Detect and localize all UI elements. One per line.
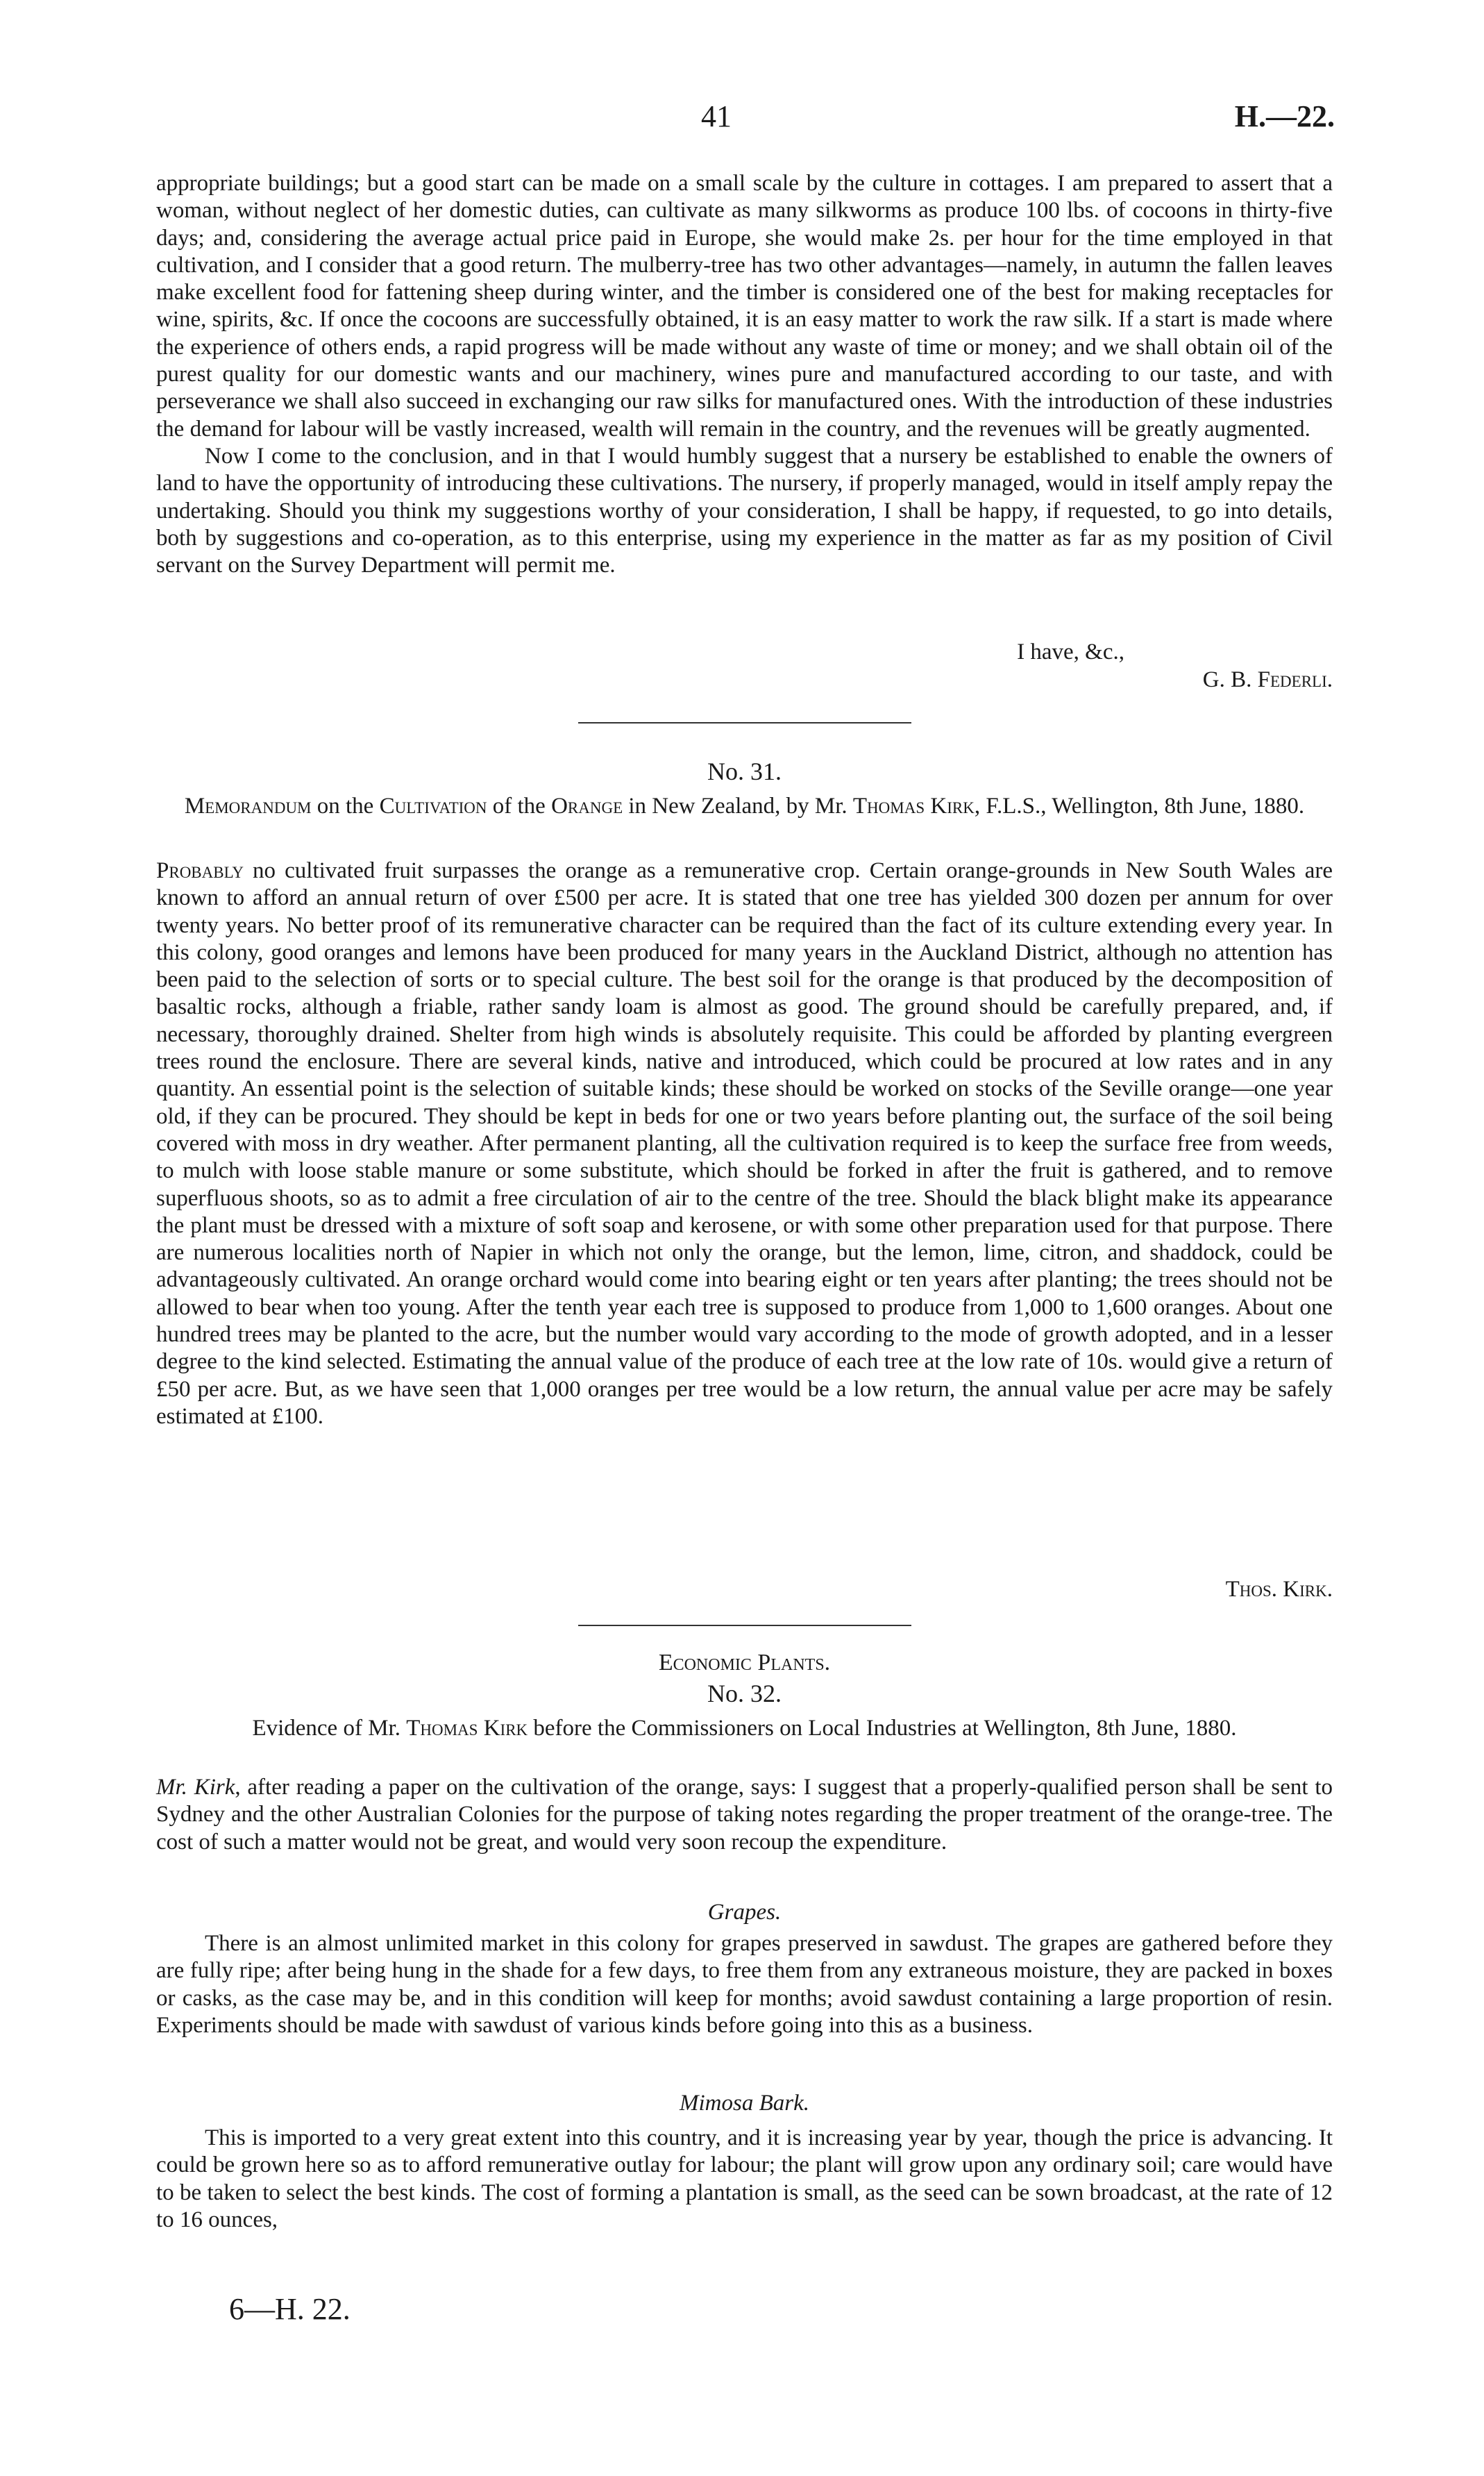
memo-title-word: Memorandum (184, 794, 312, 819)
evidence-title-text: Evidence of Mr. (252, 1716, 407, 1741)
grapes-text: There is an almost unlimited market in this colony for grapes preserved in sawdust. The grapes are gathered before they are fully ripe; after being hung in the shade for a few days, to free them from any extraneous moisture, they are packed in boxes or casks, as the case may be, and in this condition will keep for months; avoid sawdust containing a large proportion of resin. Experiments should be made with sawdust of various kinds before going into this as a business. (156, 1931, 1333, 2038)
memo-title-word: Orange (551, 794, 623, 819)
letter-continuation (156, 170, 1333, 579)
letter-paragraph-1: appropriate buildings; but a good start can be made on a small scale by the culture in cottages. I am prepared to assert that a woman, without neglect of her domestic duties, can cultivate as many silkworms as produce 100 lbs. of cocoons in thirty-five days; and, considering the average actual price paid in Europe, she would make 2s. per hour for the time employed in that cultivation, and I consider that a good return. The mulberry-tree has two other advantages—namely, in autumn the fallen leaves make excellent food for fattening sheep during winter, and the timber is considered one of the best for making receptacles for wine, spirits, &c. If once the cocoons are successfully obtained, it is an easy matter to work the raw silk. If a start is made where the experience of others ends, a rapid progress will be made without any waste of time or money; and we shall obtain oil of the purest quality for our domestic wants and our machinery, wines pure and manufactured according to our taste, and with perseverance we shall also succeed in exchanging our raw silks for manufactured ones. With the introduction of these industries the demand for labour will be vastly increased, wealth will remain in the country, and the revenues will be greatly augmented. (156, 171, 1333, 442)
memo-author-name: Thomas Kirk (852, 794, 975, 819)
memo-lead-word: Probably (156, 858, 244, 883)
mimosa-heading: Mimosa Bark. (680, 2091, 809, 2116)
evidence-number: No. 32. (707, 1680, 782, 1707)
signature-mark: 6—H. 22. (229, 2292, 351, 2326)
memo-title-text: in New Zealand, by Mr. (623, 794, 853, 819)
section-divider-2 (156, 1625, 1333, 1626)
page-number: 41 (701, 99, 732, 133)
memo-body (156, 858, 1333, 1430)
document-reference: H.—22. (1234, 99, 1335, 133)
speaker-name: Mr. Kirk (156, 1775, 235, 1800)
evidence-author-name: Thomas Kirk (406, 1716, 528, 1741)
memo-title-word: Cultivation (379, 794, 487, 819)
memo-number: No. 31. (707, 758, 782, 785)
memo-title-text: of the (487, 794, 552, 819)
grapes-paragraph (156, 1930, 1333, 2039)
section-divider-1 (156, 722, 1333, 723)
evidence-intro (156, 1774, 1333, 1856)
memo-title-text: on the (311, 794, 380, 819)
memo-title-text: , F.L.S., Wellington, 8th June, 1880. (974, 794, 1305, 819)
evidence-intro-text: , after reading a paper on the cultivation of the orange, says: I suggest that a properly-qualified person shall be sent to Sydney and the other Australian Colonies for the purpose of taking notes regarding the proper treatment of the orange-tree. The cost of such a matter would not be great, and would very soon recoup the expenditure. (156, 1775, 1333, 1855)
mimosa-paragraph (156, 2125, 1333, 2234)
grapes-heading: Grapes. (707, 1900, 782, 1925)
memo-signature: Thos. Kirk. (1225, 1577, 1333, 1602)
letter-signature: G. B. Federli. (1202, 667, 1333, 692)
evidence-title-text: before the Commissioners on Local Industries at Wellington, 8th June, 1880. (528, 1716, 1237, 1741)
letter-paragraph-2: Now I come to the conclusion, and in that I would humbly suggest that a nursery be established to enable the owners of land to have the opportunity of introducing these cultivations. The nursery, if properly managed, would in itself amply repay the undertaking. Should you think my suggestions worthy of your consideration, I shall be happy, if requested, to go into details, both by suggestions and co-operation, as to this enterprise, using my experience in the matter as far as my position of Civil servant on the Survey Department will permit me. (156, 443, 1333, 578)
section-heading: Economic Plants. (658, 1650, 831, 1675)
letter-closing: I have, &c., (1017, 639, 1124, 664)
letter-closing-row (156, 639, 1333, 666)
memo-title (156, 793, 1333, 820)
memo-body-text: no cultivated fruit surpasses the orange as a remunerative crop. Certain orange-grounds in New South Wales are known to afford an annual return of over £500 per acre. It is stated that one tree has yielded 300 dozen per annum for over twenty years. No better proof of its remunerative character can be required than the fact of its culture extending every year. In this colony, good oranges and lemons have been produced for many years in the Auckland District, although no attention has been paid to the selection of sorts or to special culture. The best soil for the orange is that produced by the decomposition of basaltic rocks, although a friable, rather sandy loam is almost as good. The ground should be carefully prepared, and, if necessary, thoroughly drained. Shelter from high winds is absolutely requisite. This could be afforded by planting evergreen trees round the enclosure. There are several kinds, native and introduced, which could be procured at low rates and in any quantity. An essential point is the selection of suitable kinds; these should be worked on stocks of the Seville orange—one year old, if they can be procured. They should be kept in beds for one or two years before planting out, the surface of the soil being covered with moss in dry weather. After permanent planting, all the cultivation required is to keep the surface free from weeds, to mulch with loose stable manure or some substitute, which should be forked in after the fruit is gathered, and to remove superfluous shoots, so as to admit a free circulation of air to the centre of the tree. Should the black blight make its appearance the plant must be dressed with a mixture of soft soap and kerosene, or with some other preparation used for that purpose. There are numerous localities north of Napier in which not only the orange, but the lemon, lime, citron, and shaddock, could be advantageously cultivated. An orange orchard would come into bearing eight or ten years after planting; the trees should not be allowed to bear when too young. After the tenth year each tree is supposed to produce from 1,000 to 1,600 oranges. About one hundred trees may be planted to the acre, but the number would vary according to the mode of growth adopted, and in a lesser degree to the kind selected. Estimating the annual value of the produce of each tree at the low rate of 10s. would give a return of £50 per acre. But, as we have seen that 1,000 oranges per tree would be a low return, the annual value per acre may be safely estimated at £100. (156, 858, 1333, 1429)
mimosa-text: This is imported to a very great extent into this country, and it is increasing year by year, though the price is advancing. It could be grown here so as to afford remunerative outlay for labour; the plant will grow upon any ordinary soil; care would have to be taken to select the best kinds. The cost of forming a plantation is small, as the seed can be sown broadcast, at the rate of 12 to 16 ounces, (156, 2125, 1333, 2232)
evidence-title (156, 1715, 1333, 1742)
